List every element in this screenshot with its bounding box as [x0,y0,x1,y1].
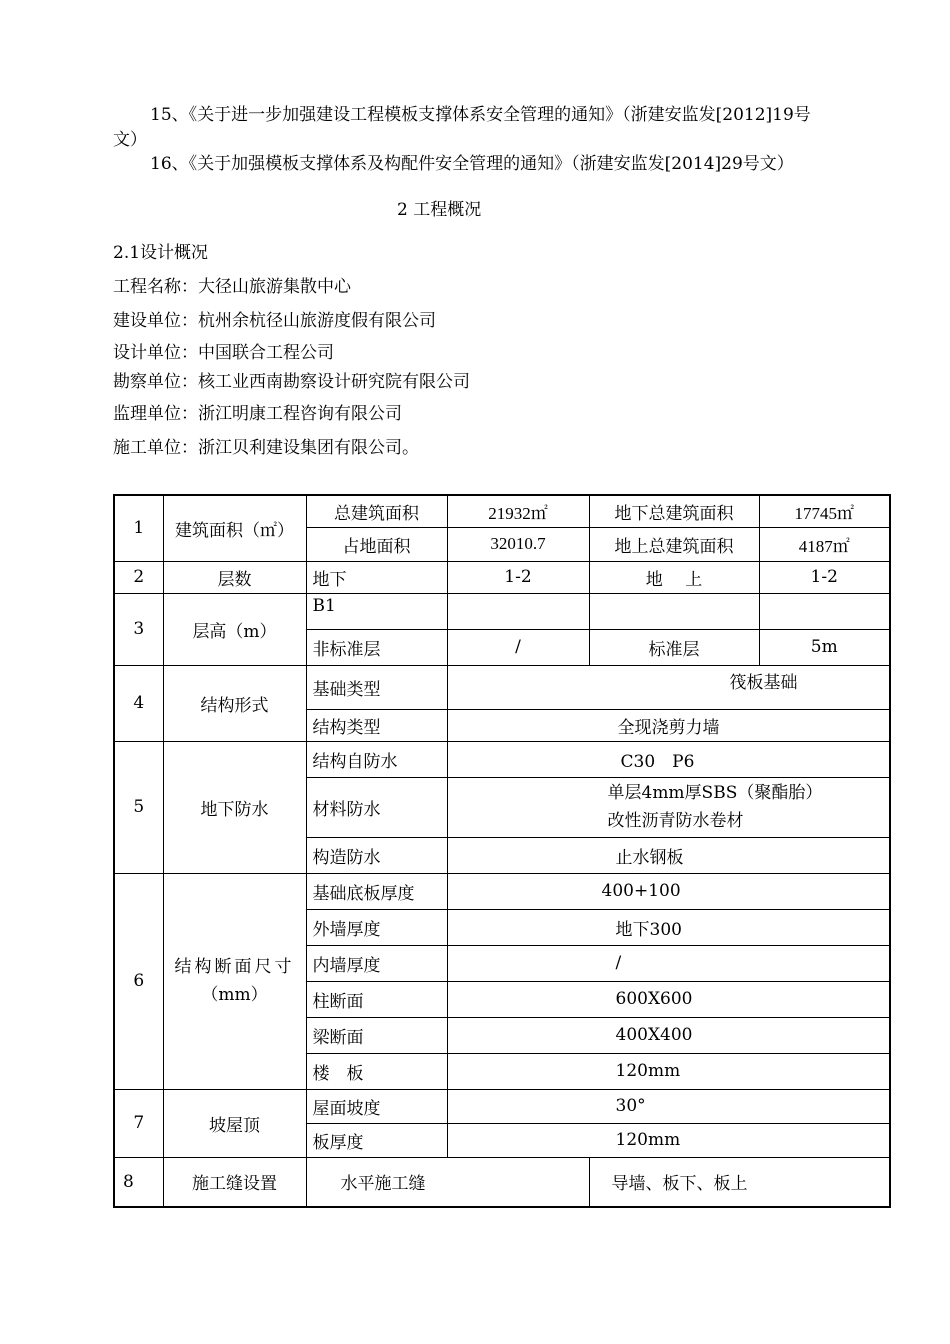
row-number: 7 [114,1089,163,1157]
row-number: 1 [114,495,163,561]
cell-value: 30° [447,1089,890,1123]
reference-15-cont: 文） [113,130,147,150]
cell-value: 600X600 [447,981,890,1017]
cell-key: 标准层 [589,629,759,665]
cell-value: 全现浇剪力墙 [447,709,890,741]
cell-value: 17745㎡ [759,495,890,527]
cell-key: 非标准层 [306,629,447,665]
cell-key: 基础底板厚度 [306,873,447,909]
cell-value: / [447,629,589,665]
cell-value: 5m [759,629,890,665]
cell-value: 4187㎡ [759,527,890,561]
cell-key: 屋面坡度 [306,1089,447,1123]
row-item: 施工缝设置 [163,1157,306,1207]
row-number: 4 [114,665,163,741]
cell-value: 1-2 [447,561,589,593]
supervision-unit: 监理单位：浙江明康工程咨询有限公司 [113,404,402,424]
cell-value: 止水钢板 [447,837,890,873]
cell-empty [447,593,589,629]
design-unit: 设计单位：中国联合工程公司 [113,343,334,363]
reference-16: 16、《关于加强模板支撑体系及构配件安全管理的通知》（浙建安监发[2014]29号文） [150,154,794,174]
cell-value: 400+100 [447,873,890,909]
cell-key: 结构自防水 [306,741,447,777]
cell-key: 外墙厚度 [306,909,447,945]
cell-key: 柱断面 [306,981,447,1017]
cell-value: 32010.7 [447,527,589,561]
cell-key: 地 上 [589,561,759,593]
cell-key: 地下 [306,561,447,593]
cell-key: 结构类型 [306,709,447,741]
row-item-line: 结构断面尺寸 [174,957,295,977]
builder-unit: 建设单位：杭州余杭径山旅游度假有限公司 [113,311,436,331]
table-row [114,1089,890,1123]
cell-key: 板厚度 [306,1123,447,1157]
row-item [163,873,306,1089]
row-item: 建筑面积（㎡） [163,495,306,561]
cell-key: 地上总建筑面积 [589,527,759,561]
cell-key: 总建筑面积 [306,495,447,527]
cell-key: 占地面积 [306,527,447,561]
cell-key: 水平施工缝 [306,1157,589,1207]
cell-key: 楼 板 [306,1053,447,1089]
cell-value: / [447,945,890,981]
row-number: 3 [114,593,163,665]
table-row [114,665,890,709]
project-name: 工程名称：大径山旅游集散中心 [113,277,351,297]
table-row [114,873,890,909]
table-row [114,741,890,777]
cell-value: 导墙、板下、板上 [589,1157,890,1207]
survey-unit: 勘察单位：核工业西南勘察设计研究院有限公司 [113,372,470,392]
cell-value-line: 改性沥青防水卷材 [607,811,744,831]
cell-value: 地下300 [447,909,890,945]
table-row [114,561,890,593]
cell-key: 地下总建筑面积 [589,495,759,527]
row-item: 地下防水 [163,741,306,873]
cell-empty [759,593,890,629]
cell-value: 120mm [447,1053,890,1089]
cell-value: 21932㎡ [447,495,589,527]
table-row [114,495,890,527]
cell-key: 梁断面 [306,1017,447,1053]
cell-empty [589,593,759,629]
cell-value: 120mm [447,1123,890,1157]
cell-key: 构造防水 [306,837,447,873]
row-item-line: （mm） [201,985,268,1005]
table-row [114,1157,890,1207]
cell-value: 1-2 [759,561,890,593]
cell-key: 基础类型 [306,665,447,709]
section-title: 2 工程概况 [397,200,482,220]
row-item: 层高（m） [163,593,306,665]
cell-value: 筏板基础 [447,665,890,709]
design-overview-table [113,494,891,1208]
row-item: 层数 [163,561,306,593]
row-number: 5 [114,741,163,873]
row-number: 2 [114,561,163,593]
cell-value: 400X400 [447,1017,890,1053]
row-item: 结构形式 [163,665,306,741]
reference-15: 15、《关于进一步加强建设工程模板支撑体系安全管理的通知》（浙建安监发[2012]19号 [150,105,811,125]
section-subtitle: 2.1设计概况 [113,243,209,263]
cell-value-line: 单层4mm厚SBS（聚酯胎） [607,783,823,803]
row-item: 坡屋顶 [163,1089,306,1157]
cell-value [447,777,890,837]
row-number: 8 [114,1157,163,1207]
cell-key: 内墙厚度 [306,945,447,981]
cell-key: B1 [306,593,447,629]
cell-key: 材料防水 [306,777,447,837]
row-number: 6 [114,873,163,1089]
table-row [114,593,890,629]
cell-value: C30 P6 [447,741,890,777]
construction-unit: 施工单位：浙江贝利建设集团有限公司。 [113,438,419,458]
